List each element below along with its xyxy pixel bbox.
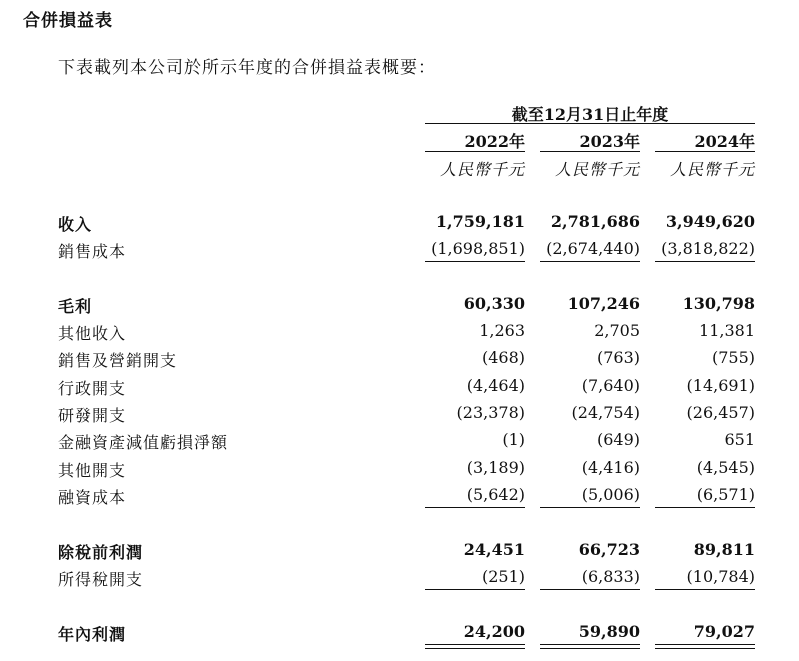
cell-admin-expenses-2023: (7,640) [581,376,640,395]
cell-profit-before-tax-2024: 89,811 [693,540,755,559]
year-2024-header: 2024年 [694,132,755,151]
cell-selling-marketing-2022: (468) [481,348,525,367]
cell-revenue-2024: 3,949,620 [665,212,755,231]
year-2023-header: 2023年 [579,132,640,151]
row-label-finance-costs: 融資成本 [58,488,127,507]
cell-finance-costs-2023: (5,006) [581,485,640,504]
subtotal-rule [655,261,755,262]
cell-selling-marketing-2023: (763) [596,348,640,367]
row-label-revenue: 收入 [58,215,93,234]
cell-finance-costs-2022: (5,642) [466,485,525,504]
cell-cost-of-sales-2022: (1,698,851) [431,239,525,258]
year-2022-header: 2022年 [464,132,525,151]
unit-label: 人民幣千元 [439,160,525,179]
year-underline [425,151,525,152]
cell-admin-expenses-2022: (4,464) [466,376,525,395]
cell-rnd-expenses-2024: (26,457) [686,403,755,422]
cell-profit-before-tax-2022: 24,451 [463,540,525,559]
subtotal-rule [655,589,755,590]
cell-other-income-2023: 2,705 [594,321,640,340]
cell-other-expenses-2023: (4,416) [581,458,640,477]
cell-admin-expenses-2024: (14,691) [686,376,755,395]
subtotal-rule [540,261,640,262]
cell-gross-profit-2022: 60,330 [463,294,525,313]
row-label-other-income: 其他收入 [58,324,127,343]
row-label-selling-marketing: 銷售及營銷開支 [58,351,178,370]
cell-income-tax-2023: (6,833) [581,567,640,586]
cell-other-expenses-2022: (3,189) [466,458,525,477]
subtotal-rule [655,507,755,508]
intro-text: 下表載列本公司於所示年度的合併損益表概要： [58,58,436,78]
unit-label: 人民幣千元 [554,160,640,179]
cell-finance-costs-2024: (6,571) [696,485,755,504]
cell-other-expenses-2024: (4,545) [696,458,755,477]
cell-profit-for-year-2022: 24,200 [463,622,525,641]
row-label-other-expenses: 其他開支 [58,461,127,480]
row-label-impairment-losses: 金融資產減值虧損淨額 [58,433,229,452]
cell-rnd-expenses-2023: (24,754) [571,403,640,422]
cell-other-income-2022: 1,263 [479,321,525,340]
cell-rnd-expenses-2022: (23,378) [456,403,525,422]
cell-impairment-losses-2022: (1) [502,430,525,449]
row-label-rnd-expenses: 研發開支 [58,406,127,425]
total-double-rule [540,644,640,649]
cell-profit-before-tax-2023: 66,723 [578,540,640,559]
row-label-admin-expenses: 行政開支 [58,379,127,398]
subtotal-rule [425,261,525,262]
year-underline [540,151,640,152]
period-header: 截至12月31日止年度 [511,105,669,124]
unit-label: 人民幣千元 [669,160,755,179]
total-double-rule [655,644,755,649]
period-header-underline [425,123,755,124]
cell-profit-for-year-2024: 79,027 [693,622,755,641]
cell-cost-of-sales-2023: (2,674,440) [546,239,640,258]
year-underline [655,151,755,152]
cell-impairment-losses-2023: (649) [596,430,640,449]
cell-revenue-2023: 2,781,686 [550,212,640,231]
row-label-gross-profit: 毛利 [58,297,93,316]
subtotal-rule [540,507,640,508]
cell-gross-profit-2023: 107,246 [567,294,640,313]
cell-selling-marketing-2024: (755) [711,348,755,367]
cell-other-income-2024: 11,381 [699,321,755,340]
row-label-profit-for-year: 年內利潤 [58,625,127,644]
subtotal-rule [540,589,640,590]
row-label-income-tax: 所得稅開支 [58,570,144,589]
cell-profit-for-year-2023: 59,890 [578,622,640,641]
cell-cost-of-sales-2024: (3,818,822) [661,239,755,258]
page-title: 合併損益表 [23,11,113,31]
subtotal-rule [425,589,525,590]
cell-gross-profit-2024: 130,798 [682,294,755,313]
row-label-cost-of-sales: 銷售成本 [58,242,127,261]
cell-income-tax-2024: (10,784) [686,567,755,586]
total-double-rule [425,644,525,649]
cell-income-tax-2022: (251) [481,567,525,586]
row-label-profit-before-tax: 除稅前利潤 [58,543,144,562]
cell-revenue-2022: 1,759,181 [435,212,525,231]
cell-impairment-losses-2024: 651 [724,430,755,449]
subtotal-rule [425,507,525,508]
